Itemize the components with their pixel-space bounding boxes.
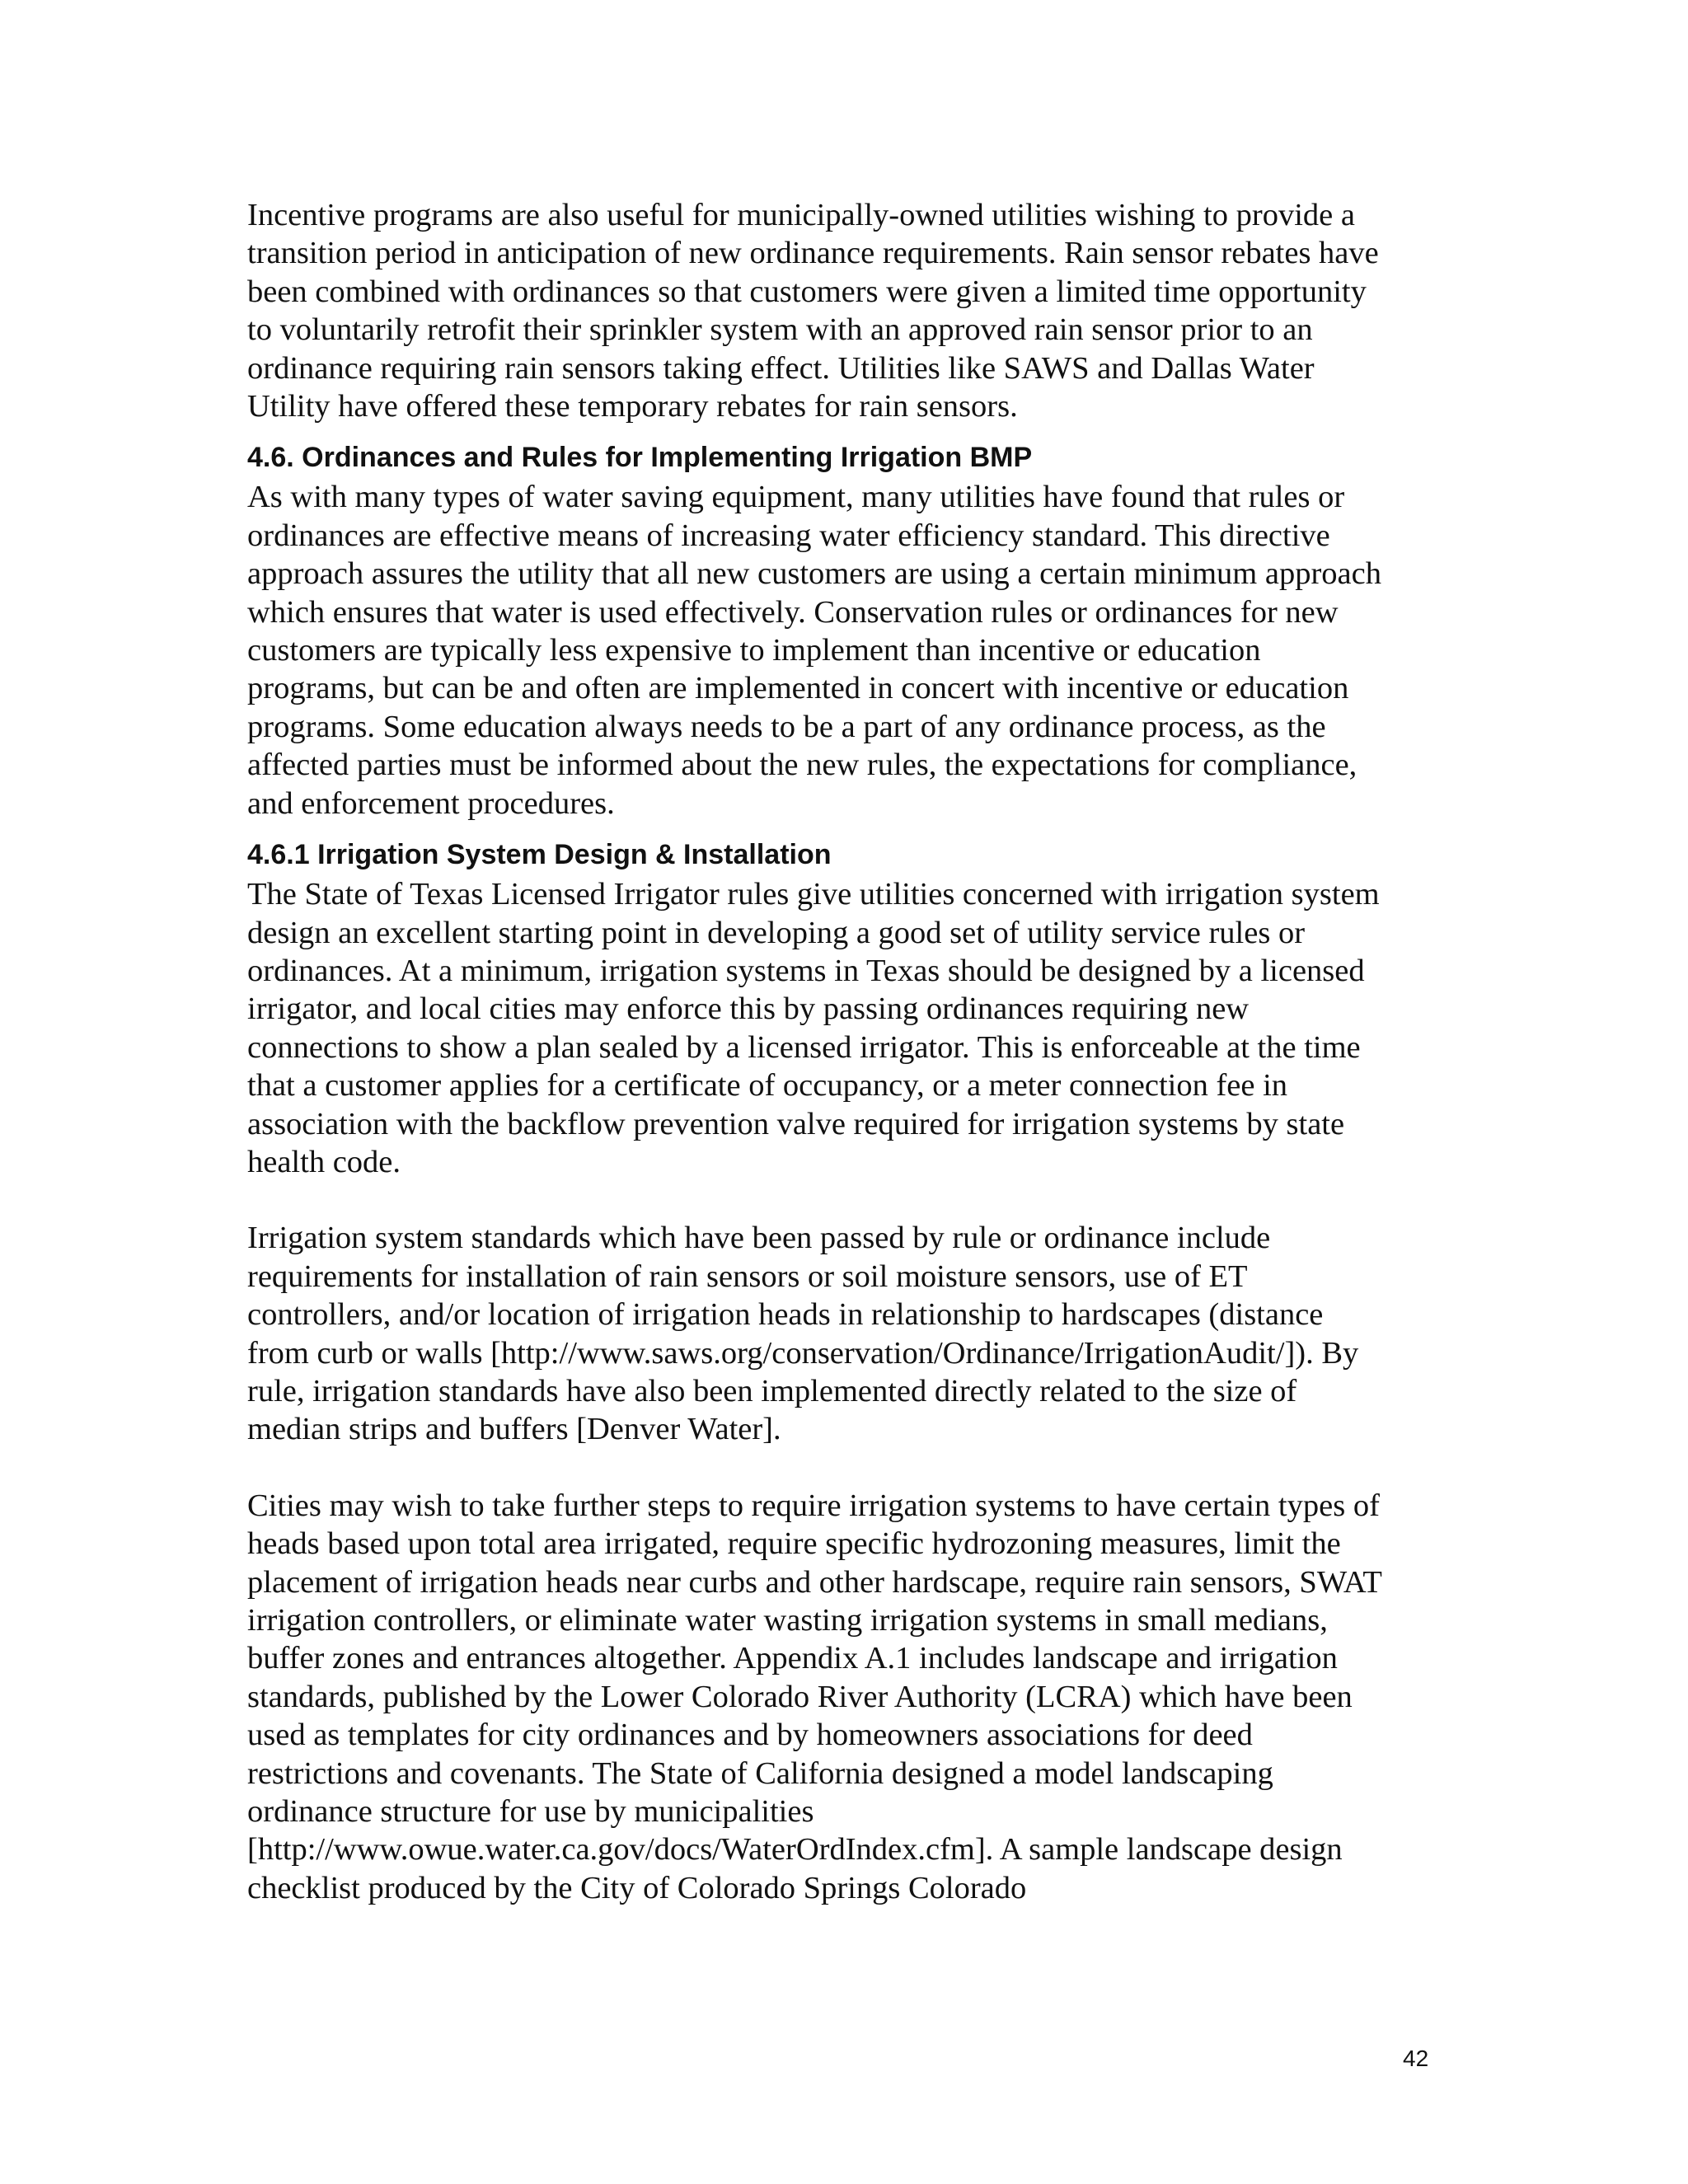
text-line: transition period in anticipation of new ordinance requirements. Rain sensor rebates have [247,236,1379,271]
text-line: Irrigation system standards which have been passed by rule or ordinance include [247,1221,1271,1256]
text-line: median strips and buffers [Denver Water]. [247,1412,781,1447]
text-line: customers are typically less expensive to implement than incentive or education [247,633,1261,668]
text-line: programs, but can be and often are implemented in concert with incentive or education [247,671,1349,706]
text-line: affected parties must be informed about the new rules, the expectations for compliance, [247,748,1357,783]
paragraph-licensed-irrigator [247,875,1459,1181]
text-line: to voluntarily retrofit their sprinkler system with an approved rain sensor prior to an [247,312,1313,348]
text-line: health code. [247,1144,401,1179]
text-line: and enforcement procedures. [247,785,615,821]
text-line: heads based upon total area irrigated, require specific hydrozoning measures, limit the [247,1526,1341,1562]
text-line: approach assures the utility that all new customers are using a certain minimum approach [247,556,1381,592]
text-line: been combined with ordinances so that customers were given a limited time opportunity [247,274,1367,309]
text-line: that a customer applies for a certificate of occupancy, or a meter connection fee in [247,1068,1288,1104]
text-line: association with the backflow prevention valve required for irrigation systems by state [247,1106,1345,1141]
text-line: connections to show a plan sealed by a licensed irrigator. This is enforceable at the time [247,1029,1361,1065]
text-line: ordinances. At a minimum, irrigation systems in Texas should be designed by a licensed [247,953,1365,988]
text-line: design an excellent starting point in developing a good set of utility service rules or [247,915,1306,950]
text-line: The State of Texas Licensed Irrigator rules give utilities concerned with irrigation system [247,877,1380,912]
text-line: placement of irrigation heads near curbs and other hardscape, require rain sensors, SWAT [247,1564,1382,1600]
paragraph-system-standards [247,1219,1459,1448]
text-line: controllers, and/or location of irrigation heads in relationship to hardscapes (distance [247,1297,1324,1333]
text-line: which ensures that water is used effectively. Conservation rules or ordinances for new [247,594,1339,630]
text-line: buffer zones and entrances altogether. Appendix A.1 includes landscape and irrigation [247,1641,1338,1676]
text-line: checklist produced by the City of Colorado Springs Colorado [247,1870,1027,1905]
text-line: standards, published by the Lower Colorado River Authority (LCRA) which have been [247,1679,1353,1714]
text-line: ordinances are effective means of increasing water efficiency standard. This directive [247,518,1330,553]
text-line: requirements for installation of rain sensors or soil moisture sensors, use of ET [247,1258,1248,1294]
page-content [247,196,1459,1907]
text-line: As with many types of water saving equipment, many utilities have found that rules or [247,480,1345,515]
paragraph-ordinances-rules [247,478,1459,823]
text-line: used as templates for city ordinances and by homeowners associations for deed [247,1718,1253,1753]
text-line: from curb or walls [http://www.saws.org/conservation/Ordinance/IrrigationAudit/]). By [247,1335,1359,1371]
section-heading-4-6-1: 4.6.1 Irrigation System Design & Installation [247,839,832,871]
paragraph-incentive-programs [247,196,1459,425]
section-heading-4-6: 4.6. Ordinances and Rules for Implementing Irrigation BMP [247,442,1033,474]
text-line: [http://www.owue.water.ca.gov/docs/WaterOrdIndex.cfm]. A sample landscape design [247,1832,1343,1868]
text-line: restrictions and covenants. The State of California designed a model landscaping [247,1755,1273,1791]
text-line: Incentive programs are also useful for municipally-owned utilities wishing to provide a [247,198,1355,232]
text-line: rule, irrigation standards have also been implemented directly related to the size of [247,1373,1297,1408]
page-number: 42 [1403,2046,1429,2071]
text-line: programs. Some education always needs to be a part of any ordinance process, as the [247,709,1326,744]
paragraph-further-steps [247,1487,1459,1907]
text-line: Utility have offered these temporary rebates for rain sensors. [247,389,1018,424]
text-line: ordinance requiring rain sensors taking effect. Utilities like SAWS and Dallas Water [247,350,1315,386]
text-line: irrigation controllers, or eliminate water wasting irrigation systems in small medians, [247,1603,1328,1638]
text-line: ordinance structure for use by municipalities [247,1794,814,1830]
text-line: irrigator, and local cities may enforce this by passing ordinances requiring new [247,991,1250,1027]
text-line: Cities may wish to take further steps to require irrigation systems to have certain types of [247,1488,1380,1523]
